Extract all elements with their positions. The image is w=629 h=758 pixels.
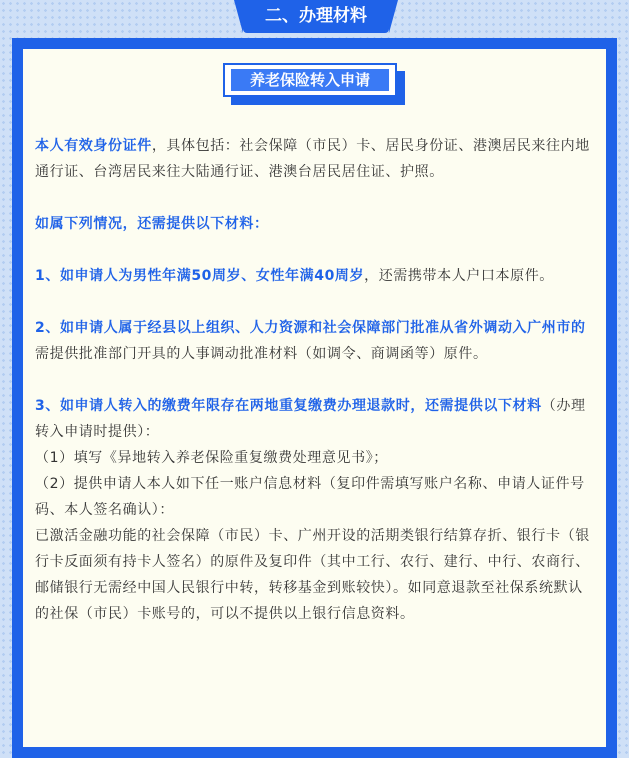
- highlight-text: 3、如申请人转入的缴费年限存在两地重复缴费办理退款时，还需提供以下材料: [35, 398, 542, 414]
- badge-border: [223, 63, 397, 97]
- highlight-text: 2、如申请人属于经县以上组织、人力资源和社会保障部门批准从省外调动入广州市的: [35, 320, 586, 336]
- paragraph-id-documents: [35, 133, 595, 185]
- list-item-2: [35, 315, 595, 367]
- badge-title: 养老保险转入申请: [231, 69, 389, 91]
- highlight-text: 本人有效身份证件: [35, 138, 152, 154]
- content-panel: [23, 49, 606, 747]
- content-frame: [12, 38, 617, 758]
- sub-item-3: 已激活金融功能的社会保障（市民）卡、广州开设的活期类银行结算存折、银行卡（银行卡反面须有持卡人签名）的原件及复印件（其中工行、农行、建行、中行、农商行、邮储银行无需经中国人民银行中转，转移基金到账较快）。如同意退款至社保系统默认的社保（市民）卡账号的，可以不提供以上银行信息资料。: [35, 528, 590, 622]
- paragraph-text: 需提供批准部门开具的人事调动批准材料（如调令、商调函等）原件。: [35, 346, 488, 362]
- highlight-text: 1、如申请人为男性年满50周岁、女性年满40周岁: [35, 268, 365, 284]
- sub-item-2: （2）提供申请人本人如下任一账户信息材料（复印件需填写账户名称、申请人证件号码、本人签名确认）：: [35, 476, 585, 518]
- heading-badge: [223, 63, 405, 105]
- list-item-1: [35, 263, 595, 289]
- sub-item-1: （1）填写《异地转入养老保险重复缴费处理意见书》；: [35, 450, 388, 466]
- paragraph-conditions: 如属下列情况，还需提供以下材料：: [35, 216, 269, 232]
- section-title: 二、办理材料: [243, 0, 389, 33]
- paragraph-text: （办理转入申请时提供）：: [35, 398, 586, 440]
- list-item-3: [35, 393, 595, 445]
- body-text: [35, 133, 595, 627]
- paragraph-text: ，还需携带本人户口本原件。: [364, 268, 554, 284]
- paragraph-text: ，具体包括：社会保障（市民）卡、居民身份证、港澳居民来往内地通行证、台湾居民来往大陆通行证、港澳台居民居住证、护照。: [35, 138, 590, 180]
